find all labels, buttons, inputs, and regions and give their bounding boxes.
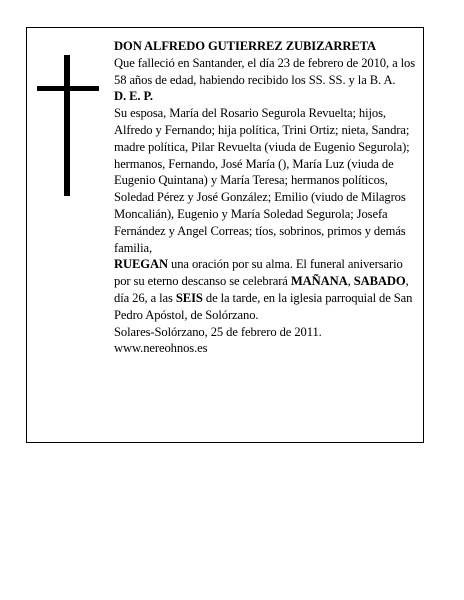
seis-word: SEIS [175,290,203,305]
place-date: Solares-Solórzano, 25 de febrero de 2011. [114,324,322,339]
prayer-text: una oración por su alma. El funeral aniversario por su eterno descanso se celebrará [114,257,403,289]
cross-horizontal-bar [37,86,99,91]
ruegan-word: RUEGAN [114,257,168,272]
cross-icon [37,55,99,196]
day-text: , día 26, a las [114,274,409,305]
location-text: de la tarde, en la iglesia parroquial de San Pedro Apóstol, de Solórzano. [114,290,413,322]
family-list: Su esposa, María del Rosario Segurola Revuelta; hijos, Alfredo y Fernando; hija política, Trini Ortiz; nieta, Sandra; madre política, Pilar Revuelta (viuda de Eugenio Segurola); hermanos, Fernando, José María (), María Luz (viuda de Eugenio Quintana) y María Teresa; hermanos políticos, Soledad Pérez y José González; Emilio (viudo de Milagros Moncalián), Eugenio y María Soledad Segurola; Josefa Fernández y Angel Correas; tíos, sobrinos, primos y demás familia, [114,106,410,255]
comma-separator: , [347,274,354,289]
dep-abbreviation: D. E. P. [114,89,153,104]
website: www.nereohnos.es [114,341,208,356]
sabado-word: SABADO [353,274,406,289]
cross-vertical-bar [64,55,70,196]
funeral-announcement [114,256,419,323]
death-info: Que falleció en Santander, el día 23 de febrero de 2010, a los 58 años de edad, habiendo recibido los SS. SS. y la B. A. [114,55,416,87]
manana-word: MAÑANA [290,274,348,289]
obituary-text [114,38,419,357]
deceased-name: DON ALFREDO GUTIERREZ ZUBIZARRETA [114,39,377,53]
